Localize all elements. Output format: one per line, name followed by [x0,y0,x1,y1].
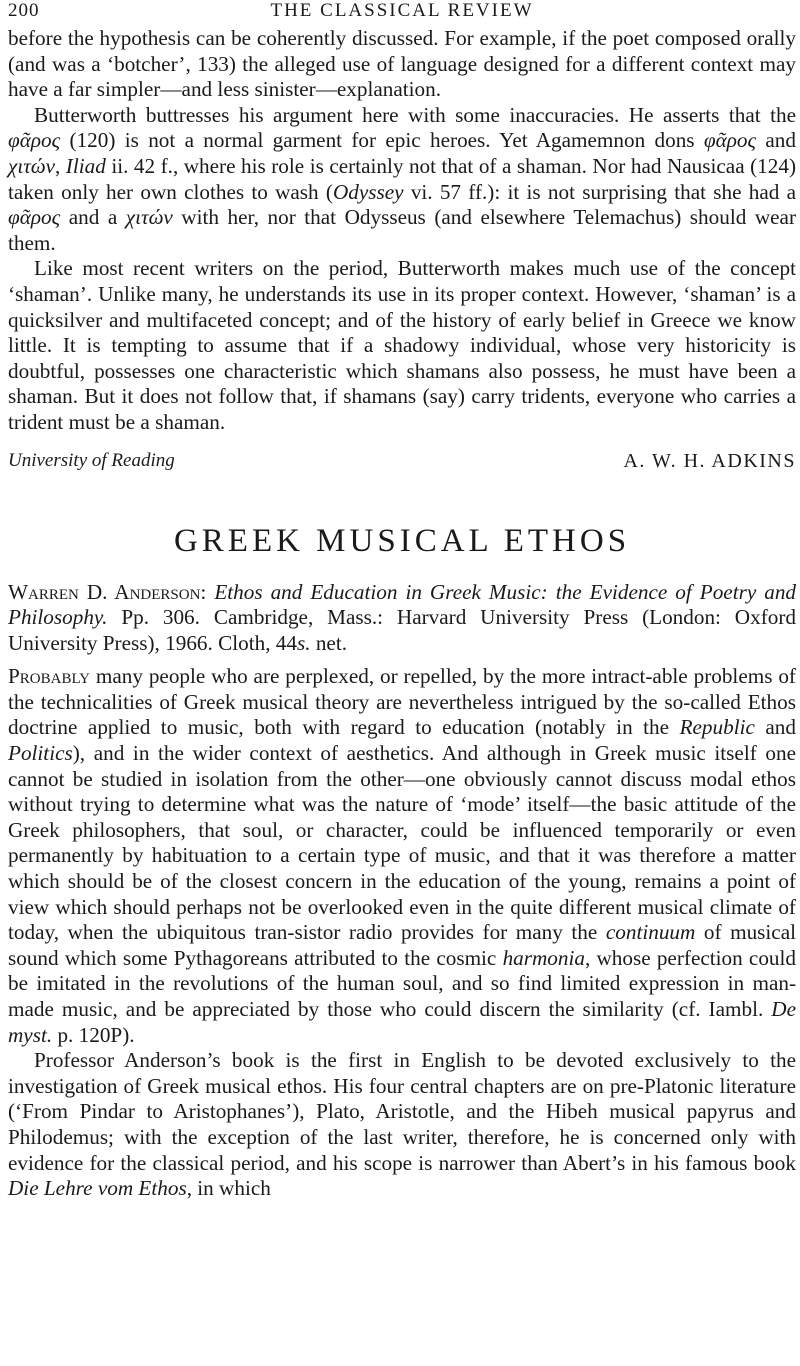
review1-paragraph-3 [8,256,796,435]
reviewer-institution: University of Reading [8,449,175,471]
italic-term: harmonia [502,945,585,970]
text-run: , in which [186,1176,271,1201]
text-run: of musical sound which some Pythagoreans attributed to the cosmic [8,920,796,970]
greek-word: φᾶρος [8,205,61,230]
text-run: Butterworth buttresses his argument here with some inaccuracies. He asserts that the [34,102,796,127]
running-header [8,0,796,26]
text-run: (120) is not a normal garment for epic heroes. Yet Agamemnon dons [60,128,704,153]
review2-paragraph-1 [8,664,796,1048]
greek-word: χιτών [8,153,55,178]
book-title: Ethos and Education in Greek Music: the Evidence of Poetry and Philosophy. [8,579,797,630]
text-run: , [54,153,66,178]
text-run: with her, nor that Odysseus (and elsewhere Telemachus) should wear them. [8,205,796,255]
reviewer-name: A. W. H. ADKINS [623,449,796,472]
text-run: and [756,128,796,153]
review1-paragraph-1 [8,26,796,103]
text-run: and a [60,205,126,230]
publication-details: Pp. 306. Cambridge, Mass.: Harvard University Press (London: Oxford University Press), 1966. Cloth, 44 [8,605,796,655]
italic-title: Republic [679,715,755,740]
currency-unit: s. [296,630,311,655]
text-run: many people who are perplexed, or repelled, by the more intract-able problems of the technicalities of Greek musical theory are nevertheless intrigued by the so-called Ethos doctrine applied to music, both with regard to education (notably in the [8,664,796,740]
lead-word: Probably [8,664,90,689]
greek-word: χιτών [125,205,173,230]
review2-paragraph-2 [8,1048,796,1202]
greek-word: φᾶρος [8,128,61,153]
italic-title: Politics [8,741,73,766]
page [8,0,796,1202]
text-run: ii. 42 f., where his role is certainly not that of a shaman. Nor had Nausicaa (124) taken only her own clothes to wash ( [8,153,797,204]
review2-title: GREEK MUSICAL ETHOS [173,522,631,559]
text-run: p. 120P). [52,1022,135,1047]
text-run: Professor Anderson’s book is the first in English to be devoted exclusively to the investigation of Greek musical ethos. His four central chapters are on pre-Platonic literature (‘From Pindar to Aristophanes’), Plato, Aristotle, and the Hibeh musical papyrus and Philodemus; with the exception of the last writer, therefore, he is concerned only with evidence for the classical period, and his scope is narrower than Abert’s in his famous book [8,1048,796,1175]
bibliographic-entry [8,580,796,657]
running-head: THE CLASSICAL REVIEW [270,0,534,21]
text-run: before the hypothesis can be coherently discussed. For example, if the poet composed orally (and was a ‘botcher’, 133) the alleged use of language designed for a different context may have a far simpler—and less sinister—explanation. [8,26,796,102]
text-run: net. [310,630,348,655]
review1-signature [8,450,796,480]
text-run: ), and in the wider context of aesthetics. And although in Greek music itself one cannot be studied in isolation from the other—one obviously cannot discuss modal ethos without trying to determine what was the nature of ‘mode’ itself—the basic attitude of the Greek philosophers, that soul, or character, could be influenced temporarily or even permanently by habituation to a certain type of music, and that it was therefore a matter which should be of the closest concern in the education of the young, remains a point of view which should perhaps not be overlooked even in the quite different musical climate of today, when the ubiquitous tran-sistor radio provides for many the [8,741,796,945]
greek-word: φᾶρος [703,128,757,153]
italic-title: Odyssey [332,179,404,204]
text-run: : [200,579,215,604]
italic-title: De myst. [8,997,796,1047]
page-number: 200 [8,0,40,21]
text-run: Like most recent writers on the period, Butterworth makes much use of the concept ‘shaman’. Unlike many, he understands its use in its proper context. However, ‘shaman’ is a quicksilver and multifaceted concept; and of the history of early belief in Greece we know little. It is tempting to assume that if a shadowy individual, whose very historicity is doubtful, possesses one characteristic which shamans also possess, he must have been a shaman. But it does not follow that, if shamans (say) carry tridents, everyone who carries a trident must be a shaman. [8,256,796,434]
text-run: and [754,715,796,740]
italic-title: Iliad [65,153,106,178]
text-run: vi. 57 ff.): it is not surprising that she had a [403,179,797,204]
book-author: Warren D. Anderson [8,579,201,604]
italic-title: Die Lehre vom Ethos [8,1176,187,1201]
review1-paragraph-2 [8,103,796,257]
text-run: , whose perfection could be imitated in the revolutions of the human soul, and so find limited expression in man-made music, and be appreciated by those who could discern the similarity (cf. Iambl. [8,945,796,1021]
italic-term: continuum [605,920,696,945]
